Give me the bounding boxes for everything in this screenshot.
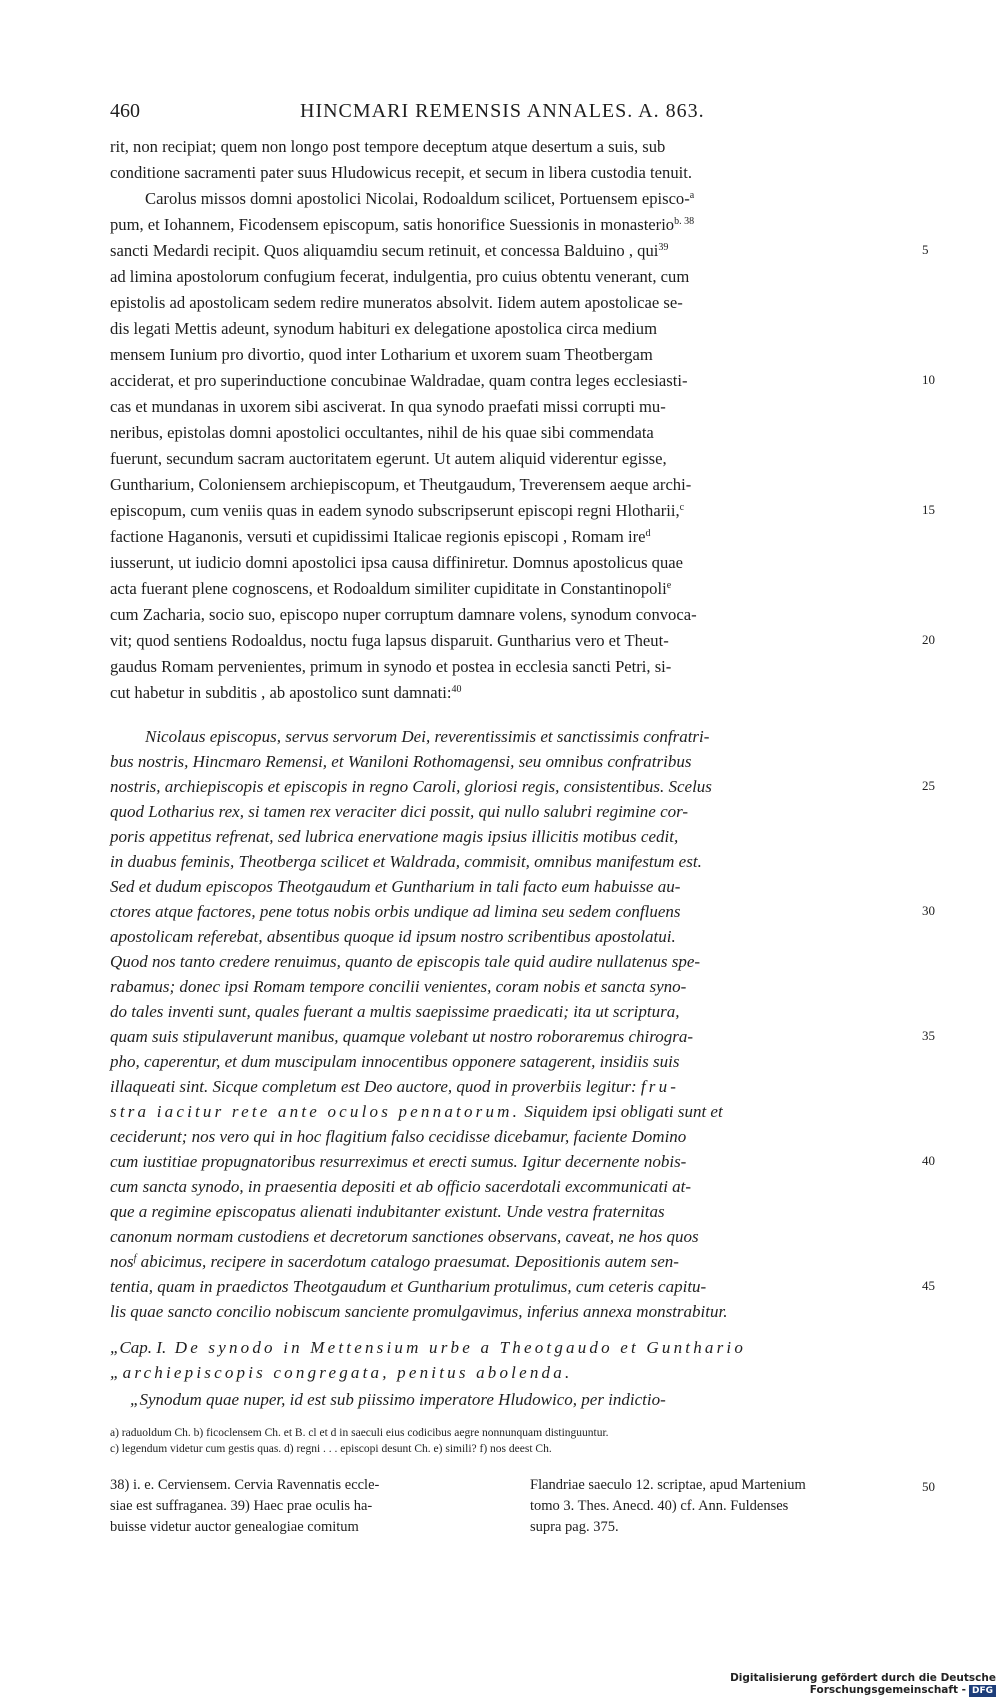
letter-line: do tales inventi sunt, quales fuerant a multis saepissime praedicati; ita ut scriptura, (110, 1002, 680, 1021)
letter-line: quam suis stipulaverunt manibus, quamque volebant ut nostro roboraremus chirogra- (110, 1027, 694, 1046)
text-line: cut habetur in subditis , ab apostolico sunt damnati:$^{40}$ (110, 683, 462, 702)
letter-line: cum iustitiae propugnatoribus resurreximus et erecti sumus. Igitur decernente nobis- (110, 1152, 687, 1171)
running-title: HINCMARI REMENSIS ANNALES. A. 863. (300, 100, 705, 122)
variant-line: c) legendum videtur cum gestis quas. d) regni . . . episcopi desunt Ch. e) simili? f) nos deest Ch. (110, 1443, 552, 1455)
note-line: tomo 3. Thes. Anecd. 40) cf. Ann. Fuldenses (530, 1498, 789, 1514)
running-header (110, 100, 900, 130)
text-line: dis legati Mettis adeunt, synodum habituri ex delegatione apostolica circa medium (110, 319, 657, 338)
letter-line: bus nostris, Hincmaro Remensi, et Waniloni Rothomagensi, seu omnibus confratribus (110, 752, 692, 771)
note-line: buisse videtur auctor genealogiae comitum (110, 1519, 359, 1535)
page-number: 460 (110, 100, 140, 122)
text-line: ad limina apostolorum confugium fecerat, indulgentia, pro cuius obtentu venerant, cum (110, 267, 690, 286)
variant-line: a) raduoldum Ch. b) ficoclensem Ch. et B. cl et d in saeculi eius codicibus aegre nonnunquam distinguuntur. (110, 1427, 609, 1439)
letter-line: tentia, quam in praedictos Theotgaudum et Guntharium protulimus, cum ceteris capitu- (110, 1277, 707, 1296)
note-marker: 39 (658, 242, 669, 253)
margin-number: 10 (922, 372, 935, 387)
text-line: sancti Medardi recipit. Quos aliquamdiu secum retinuit, et concessa Balduino , qui$^{39}$ (110, 241, 669, 260)
letter-line: nostris, archiepiscopis et episcopis in regno Caroli, gloriosi regis, consistentibus. Scelus (110, 777, 712, 796)
variant-marker: a (689, 190, 695, 201)
margin-number: 5 (922, 242, 929, 257)
text-line: acciderat, et pro superinductione concubinae Waldradae, quam contra leges ecclesiasti- (110, 371, 688, 390)
letter-line: nos$^f$ abicimus, recipere in sacerdotum catalogo praesumat. Depositionis autem sen- (110, 1252, 679, 1271)
letter-line: quod Lotharius rex, si tamen rex veraciter dici possit, qui nullo salubri regimine cor- (110, 802, 689, 821)
letter-line: que a regimine episcopatus alienati indubitanter existunt. Unde vestra fraternitas (110, 1202, 665, 1221)
letter-line: stra iacitur rete ante oculos pennatorum. Siquidem ipsi obligati sunt et (110, 1102, 723, 1121)
note-line: supra pag. 375. (530, 1519, 619, 1535)
margin-number: 35 (922, 1028, 935, 1043)
margin-number: 15 (922, 502, 935, 517)
variant-marker: e (666, 580, 672, 591)
text-line: conditione sacramenti pater suus Hludowicus recepit, et secum in libera custodia tenuit. (110, 163, 692, 182)
text-line: episcopum, cum veniis quas in eadem synodo subscripserunt episcopi regni Hlotharii,$^c$ (110, 501, 685, 520)
letter-line: Nicolaus episcopus, servus servorum Dei, reverentissimis et sanctissimis confratri- (145, 727, 710, 746)
letter-line: lis quae sancto concilio nobiscum sanciente promulgavimus, inferius annexa monstrabitur. (110, 1302, 728, 1321)
text-line: cum Zacharia, socio suo, episcopo nuper corruptum damnare volens, synodum convoca- (110, 605, 697, 624)
text-line: neribus, epistolas domni apostolici occultantes, nihil de his quae sibi commendata (110, 423, 654, 442)
text-line: factione Haganonis, versuti et cupidissimi Italicae regionis episcopi , Romam ire$^d$ (110, 527, 651, 546)
note-line: Flandriae saeculo 12. scriptae, apud Martenium (530, 1477, 806, 1493)
margin-number: 40 (922, 1153, 935, 1168)
letter-line: in duabus feminis, Theotberga scilicet et Waldrada, commisit, omnibus manifestum est. (110, 852, 702, 871)
notes-column-right (530, 1475, 910, 1538)
chapter-label: „Cap. I. (110, 1338, 167, 1357)
note-line: 38) i. e. Cerviensem. Cervia Ravennatis eccle- (110, 1477, 380, 1493)
text-line: mensem Iunium pro divortio, quod inter Lotharium et uxorem suam Theotbergam (110, 345, 653, 364)
spaced-quotation: stra iacitur rete ante oculos pennatorum. (110, 1102, 521, 1121)
margin-number: 50 (922, 1479, 935, 1494)
text-line: epistolis ad apostolicam sedem redire muneratos absolvit. Iidem autem apostolicae se- (110, 293, 683, 312)
dfg-logo: DFG (969, 1685, 996, 1697)
text-line: acta fuerant plene cognoscens, et Rodoaldum similiter cupiditate in Constantinopoli$^e$ (110, 579, 672, 598)
variant-marker: f (133, 1253, 137, 1264)
credit-text: Digitalisierung gefördert durch die Deutsche Forschungsgemeinschaft - (730, 1672, 996, 1696)
margin-number: 20 (922, 632, 935, 647)
chapter-line: „Synodum quae nuper, id est sub piissimo imperatore Hludowico, per indictio- (130, 1390, 666, 1409)
variant-marker: c (679, 502, 685, 513)
letter-line: apostolicam referebat, absentibus quoque id ipsum nostro scribentibus apostolatui. (110, 927, 676, 946)
letter-line: cum sancta synodo, in praesentia depositi et ab officio sacerdotali excommunicati at- (110, 1177, 692, 1196)
variant-marker: b. 38 (674, 216, 695, 227)
text-line: fuerunt, secundum sacram auctoritatem egerunt. Ut autem aliquid viderentur egisse, (110, 449, 667, 468)
chapter-line: „archiepiscopis congregata, penitus abolenda. (110, 1363, 573, 1382)
text-line: Carolus missos domni apostolici Nicolai, Rodoaldum scilicet, Portuensem episco-$^a$ (145, 189, 695, 208)
letter-line: canonum normam custodiens et decretorum sanctiones observans, caveat, ne hos quos (110, 1227, 699, 1246)
letter-line: poris appetitus refrenat, sed lubrica enervatione magis ipsius illicitis motibus cedit, (110, 827, 679, 846)
letter-line: Quod nos tanto credere renuimus, quanto de episcopis tale quid audire nullatenus spe- (110, 952, 701, 971)
margin-number: 25 (922, 778, 935, 793)
letter-line: rabamus; donec ipsi Romam tempore concilii venientes, coram nobis et sancta syno- (110, 977, 687, 996)
text-line: gaudus Romam pervenientes, primum in synodo et postea in ecclesia sancti Petri, si- (110, 657, 672, 676)
text-line: rit, non recipiat; quem non longo post tempore deceptum atque desertum a suis, sub (110, 137, 666, 156)
letter-line: pho, caperentur, et dum muscipulam innocentibus opponere satagerent, insidiis suis (110, 1052, 680, 1071)
letter-line: ctores atque factores, pene totus nobis orbis undique ad limina seu sedem confluens (110, 902, 681, 921)
margin-number: 45 (922, 1278, 935, 1293)
text-line: Guntharium, Coloniensem archiepiscopum, et Theutgaudum, Treverensem aeque archi- (110, 475, 692, 494)
text-line: iusserunt, ut iudicio domni apostolici ipsa causa diffiniretur. Domnus apostolicus quae (110, 553, 684, 572)
letter-line: ceciderunt; nos vero qui in hoc flagitium falso cecidisse dicebamur, faciente Domino (110, 1127, 687, 1146)
letter-line: illaqueati sint. Sicque completum est Deo auctore, quod in proverbiis legitur: fru- (110, 1077, 680, 1096)
text-line: pum, et Iohannem, Ficodensem episcopum, satis honorifice Suessionis in monasterio$^{b. 38}$ (110, 215, 695, 234)
margin-number: 30 (922, 903, 935, 918)
notes-column-left (110, 1475, 490, 1538)
text-line: vit; quod sentiens Rodoaldus, noctu fuga lapsus disparuit. Guntharius vero et Theut- (110, 631, 669, 650)
letter-line: Sed et dudum episcopos Theotgaudum et Guntharium in tali facto eum habuisse au- (110, 877, 681, 896)
digitization-credit (600, 1672, 996, 1696)
text-line: cas et mundanas in uxorem sibi asciverat. In qua synodo praefati missi corrupti mu- (110, 397, 666, 416)
note-marker: 40 (451, 684, 462, 695)
spaced-quotation: fru- (640, 1077, 680, 1096)
variant-marker: d (645, 528, 651, 539)
chapter-line: „Cap. I. De synodo in Mettensium urbe a Theotgaudo et Gunthario (110, 1338, 747, 1357)
note-line: siae est suffraganea. 39) Haec prae oculis ha- (110, 1498, 373, 1514)
